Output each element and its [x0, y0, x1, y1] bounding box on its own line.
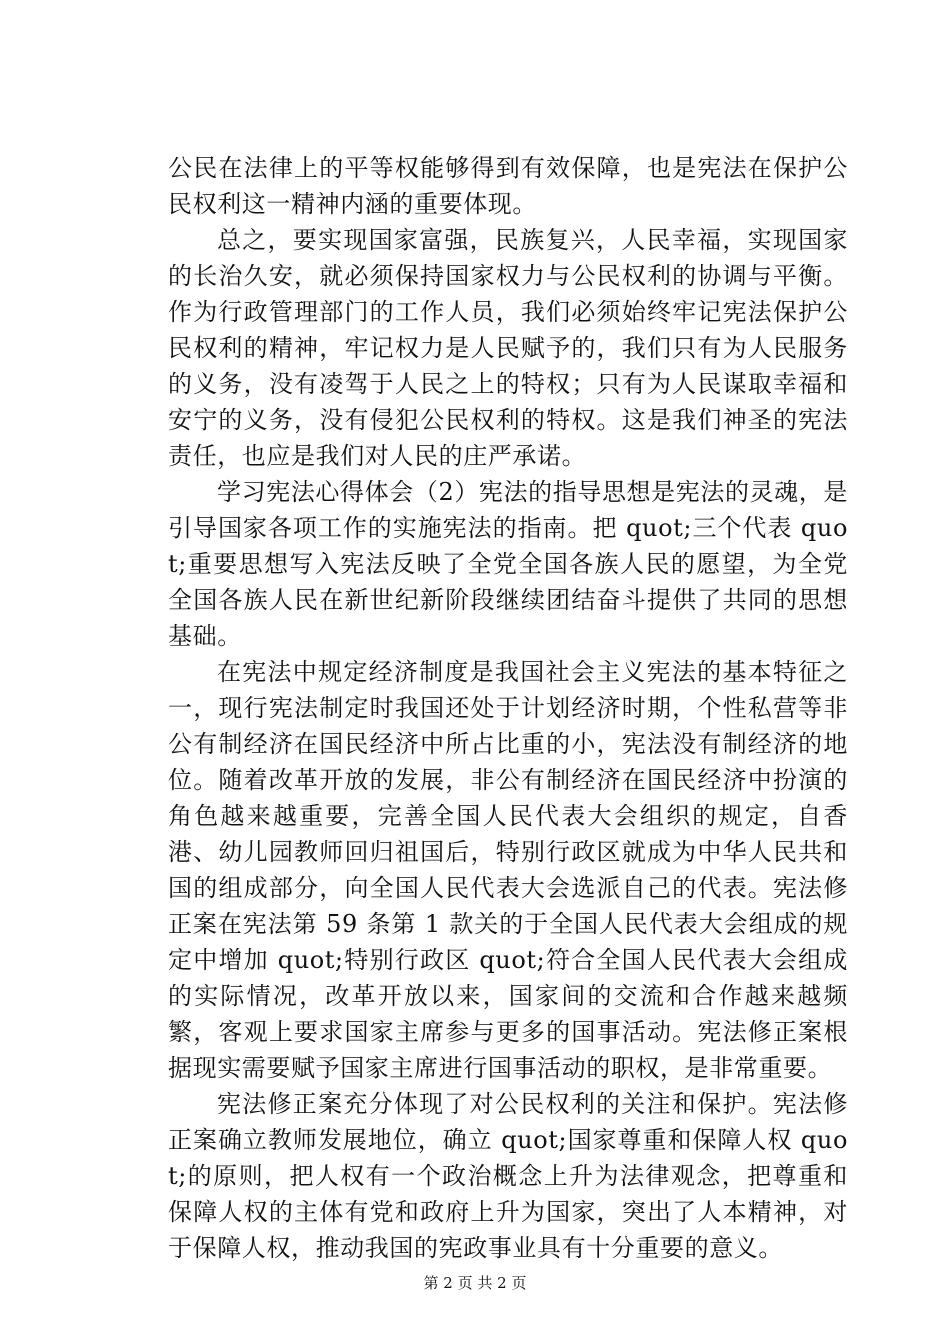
- document-body: [168, 150, 848, 1266]
- paragraph-study-notes: 学习宪法心得体会（2）宪法的指导思想是宪法的灵魂，是引导国家各项工作的实施宪法的指南。把 quot;三个代表 quot;重要思想写入宪法反映了全党全国各族人民的愿望，为全党全国各族人民在新世纪新阶段继续团结奋斗提供了共同的思想基础。: [168, 478, 848, 650]
- paragraph-human-rights: 宪法修正案充分体现了对公民权利的关注和保护。宪法修正案确立教师发展地位，确立 quot;国家尊重和保障人权 quot;的原则，把人权有一个政治概念上升为法律观念，把尊重和保障人权的主体有党和政府上升为国家，突出了人本精神，对于保障人权，推动我国的宪政事业具有十分重要的意义。: [168, 1090, 848, 1262]
- paragraph-summary: 总之，要实现国家富强，民族复兴，人民幸福，实现国家的长治久安，就必须保持国家权力与公民权利的协调与平衡。作为行政管理部门的工作人员，我们必须始终牢记宪法保护公民权利的精神，牢记权力是人民赋予的，我们只有为人民服务的义务，没有凌驾于人民之上的特权；只有为人民谋取幸福和安宁的义务，没有侵犯公民权利的特权。这是我们神圣的宪法责任，也应是我们对人民的庄严承诺。: [168, 226, 848, 470]
- paragraph-economic-system: 在宪法中规定经济制度是我国社会主义宪法的基本特征之一，现行宪法制定时我国还处于计划经济时期，个性私营等非公有制经济在国民经济中所占比重的小，宪法没有制经济的地位。随着改革开放的发展，非公有制经济在国民经济中扮演的角色越来越重要，完善全国人民代表大会组织的规定，自香港、幼儿园教师回归祖国后，特别行政区就成为中华人民共和国的组成部分，向全国人民代表大会选派自己的代表。宪法修正案在宪法第 59 条第 1 款关的于全国人民代表大会组成的规定中增加 quot;特别行政区 quot;符合全国人民代表大会组成的实际情况，改革开放以来，国家间的交流和合作越来越频繁，客观上要求国家主席参与更多的国事活动。宪法修正案根据现实需要赋予国家主席进行国事活动的职权，是非常重要。: [168, 658, 848, 1082]
- paragraph-continuation: 公民在法律上的平等权能够得到有效保障，也是宪法在保护公民权利这一精神内涵的重要体现。: [168, 154, 848, 218]
- page-number-footer: 第 2 页 共 2 页: [423, 1274, 527, 1292]
